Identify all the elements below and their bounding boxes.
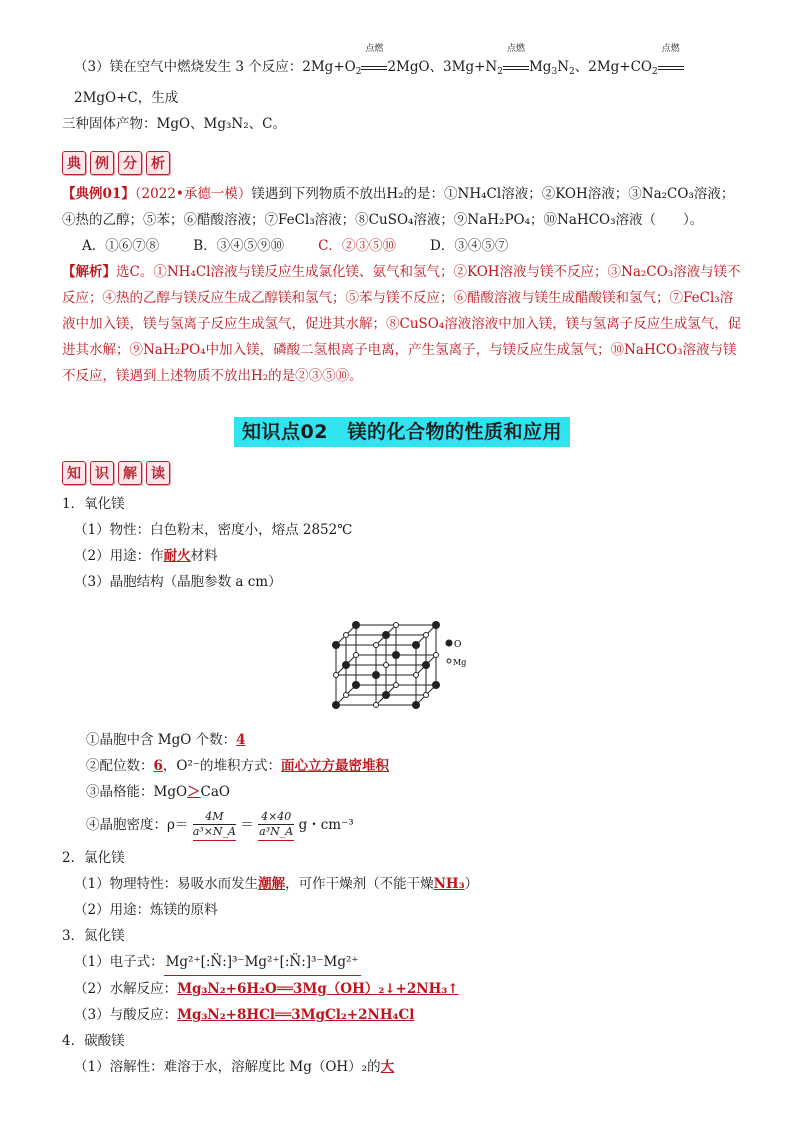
crystal-cell-diagram xyxy=(324,605,467,715)
mg3n2-heading: 3．氮化镁 xyxy=(62,928,125,944)
reaction-2-product-sub: 3 xyxy=(551,67,558,77)
choice-d: D．③④⑤⑦ xyxy=(430,238,509,254)
q4-label: ④晶胞密度：ρ＝ xyxy=(86,817,189,833)
analysis-label: 【解析】 xyxy=(62,264,116,280)
acid-label: （3）与酸反应： xyxy=(74,1007,178,1023)
combustion-paragraph xyxy=(62,44,742,111)
q2-label-2: ，O²⁻的堆积方式： xyxy=(162,758,282,774)
q2-label: ②配位数： xyxy=(86,758,154,774)
mgo-property: （1）物性：白色粉末，密度小，熔点 2852℃ xyxy=(74,522,353,538)
analysis-paragraph xyxy=(62,259,742,389)
banner-char: 分 xyxy=(118,151,142,175)
mgo-heading: 1．氧化镁 xyxy=(62,496,125,512)
mgo-use-label: （2）用途：作 xyxy=(74,548,164,564)
mgcl2-property xyxy=(62,871,742,897)
knowledge-banner xyxy=(62,461,742,485)
mgcl2-heading: 2．氯化镁 xyxy=(62,850,125,866)
banner-char: 读 xyxy=(146,461,170,485)
electron-formula-label: （1）电子式： xyxy=(74,954,164,970)
mgcl2-prop-end: ） xyxy=(464,876,479,892)
example-text: 镁遇到下列物质不放出H₂的是：①NH₄Cl溶液；②KOH溶液；③Na₂CO₃溶液；④热的乙醇；⑤苯；⑥醋酸溶液；⑦FeCl₃溶液；⑧CuSO₄溶液；⑨NaH₂PO₄；⑩NaHCO₃溶液（ ）。 xyxy=(62,186,735,228)
condition-bar xyxy=(658,66,684,70)
choice-a: A．①⑥⑦⑧ xyxy=(82,238,160,254)
mgo-use-answer: 耐火 xyxy=(163,548,191,564)
hydrolysis-label: （2）水解反应： xyxy=(74,981,178,997)
combustion-intro: （3）镁在空气中燃烧发生 3 个反应： xyxy=(74,59,303,75)
banner-char: 析 xyxy=(146,151,170,175)
mgo-q3 xyxy=(62,779,742,805)
combustion-products: 三种固体产物：MgO、Mg₃N₂、C。 xyxy=(62,116,286,132)
mgcl2-prop-label: （1）物理特性：易吸水而发生 xyxy=(74,876,259,892)
reaction-1-left: 2Mg+O xyxy=(302,59,356,75)
mgcl2-prop-answer: 潮解 xyxy=(258,876,286,892)
q3-suffix: CaO xyxy=(200,784,230,800)
legend-o-label: O xyxy=(454,640,462,650)
fraction-numerator: 4×40 xyxy=(258,810,294,825)
ignite-condition-3 xyxy=(658,44,684,80)
reaction-3-left: 、2Mg+CO xyxy=(574,59,652,75)
legend-mg-label: Mg xyxy=(453,658,467,667)
mgo-q1 xyxy=(62,727,742,753)
acid-equation: Mg₃N₂+8HCl══3MgCl₂+2NH₄Cl xyxy=(177,1007,415,1023)
mgco3-solubility xyxy=(62,1054,742,1080)
fraction-denominator: a³N_A xyxy=(259,825,294,838)
q3-label: ③晶格能：MgO xyxy=(86,784,188,800)
reaction-2-sub: 2 xyxy=(497,67,503,77)
banner-char: 典 xyxy=(62,151,86,175)
reaction-2-product: Mg xyxy=(528,59,552,75)
banner-char: 知 xyxy=(62,461,86,485)
q1-answer: 4 xyxy=(236,732,246,748)
example-source: （2022•承德一模） xyxy=(134,186,252,202)
mgcl2-prop-answer-2: NH₃ xyxy=(433,876,465,892)
solubility-answer: 大 xyxy=(380,1059,395,1075)
mg3n2-hydrolysis xyxy=(62,976,742,1002)
q2-answer: 6 xyxy=(153,758,163,774)
analysis-text: 选C。①NH₄Cl溶液与镁反应生成氯化镁、氨气和氢气；②KOH溶液与镁不反应；③Na₂CO₃溶液与镁不反应；④热的乙醇与镁反应生成乙醇镁和氢气；⑤苯与镁不反应；⑥醋酸溶液与镁生成醋酸镁和氢气；⑦FeCl₃溶液中加入镁，镁与氢离子反应生成氢气，促进其水解；⑧CuSO₄溶液溶液中加入镁，镁与氢离子反应生成氢气，促进其水解；⑨NaH₂PO₄中加入镁，磷酸二氢根离子电离，产生氢离子，与镁反应生成氢气；⑩NaHCO₃溶液与镁不反应，镁遇到上述物质不放出H₂的是②③⑤⑩。 xyxy=(62,264,742,384)
ignite-condition-1 xyxy=(361,44,387,80)
reaction-3-right: 2MgO+C，生成 xyxy=(74,90,179,106)
density-unit: g・cm⁻³ xyxy=(298,817,354,833)
mg3n2-acid xyxy=(62,1002,742,1028)
choice-b: B．③④⑤⑨⑩ xyxy=(193,238,285,254)
ignite-condition-2 xyxy=(503,44,529,80)
example-choices xyxy=(62,233,742,259)
condition-bar xyxy=(503,66,529,70)
density-fraction-2 xyxy=(258,810,294,841)
reaction-1-sub: 2 xyxy=(355,67,362,77)
banner-char: 解 xyxy=(118,461,142,485)
choice-c: C．②③⑤⑩ xyxy=(318,238,397,254)
example-label: 【典例01】 xyxy=(62,186,135,202)
mgo-q4: ④晶胞密度：ρ＝ $\frac{4M}{\text{a³×N\_A}}$ ＝ $\frac{4\times 40}{\text{a³N\_A}}$ g・cm⁻³ xyxy=(62,805,742,845)
mg3n2-electron-formula xyxy=(62,949,742,976)
hydrolysis-equation: Mg₃N₂+6H₂O══3Mg（OH）₂↓+2NH₃↑ xyxy=(177,981,459,997)
banner-char: 识 xyxy=(90,461,114,485)
mgo-use-suffix: 材料 xyxy=(190,548,218,564)
mgcl2-prop-mid: ，可作干燥剂（不能干燥 xyxy=(285,876,434,892)
section-heading-wrap xyxy=(62,417,742,447)
mgcl2-use: （2）用途：炼镁的原料 xyxy=(74,902,218,918)
example-question xyxy=(62,181,742,233)
banner-char: 例 xyxy=(90,151,114,175)
q2-answer-2: 面心立方最密堆积 xyxy=(281,758,390,774)
reaction-1-right: 2MgO、3Mg+N xyxy=(387,59,498,75)
solubility-label: （1）溶解性：难溶于水，溶解度比 Mg（OH）₂的 xyxy=(74,1059,381,1075)
condition-label: 点燃 xyxy=(661,44,680,54)
condition-label: 点燃 xyxy=(506,44,525,54)
legend-o-marker xyxy=(446,640,453,647)
reaction-3-sub: 2 xyxy=(652,67,658,77)
reaction-2-product-sub2: 2 xyxy=(569,67,575,77)
mgo-use xyxy=(62,543,742,569)
example-analysis-banner xyxy=(62,151,742,175)
fraction-numerator: 4M xyxy=(193,810,236,825)
q3-answer: ＞ xyxy=(187,784,201,800)
reaction-2-product-n: N xyxy=(557,59,569,75)
fraction-denominator: a³×N_A xyxy=(192,825,236,838)
q1-label: ①晶胞中含 MgO 个数： xyxy=(86,732,237,748)
condition-bar xyxy=(361,66,387,70)
mgco3-heading: 4．碳酸镁 xyxy=(62,1033,125,1049)
mgo-q2 xyxy=(62,753,742,779)
density-fraction-1 xyxy=(193,810,236,841)
mgo-structure: （3）晶胞结构（晶胞参数 a cm） xyxy=(74,574,282,590)
section-title: 知识点02 镁的化合物的性质和应用 xyxy=(234,417,570,447)
document-page xyxy=(62,44,742,1080)
condition-label: 点燃 xyxy=(365,44,384,54)
legend-mg-marker xyxy=(447,659,451,663)
electron-formula: Mg²⁺[:N̈:]³⁻Mg²⁺[:N̈:]³⁻Mg²⁺ xyxy=(164,949,361,976)
